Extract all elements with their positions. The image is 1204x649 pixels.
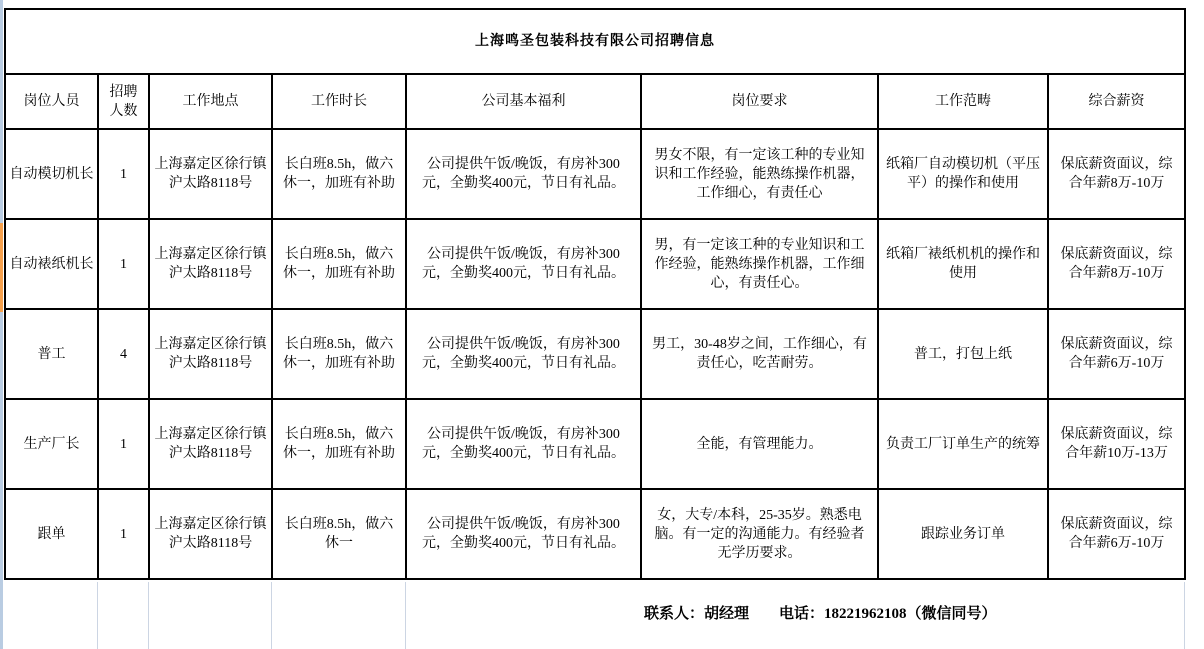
benefits-cell[interactable]: 公司提供午饭/晚饭，有房补300元，全勤奖400元，节日有礼品。 [406, 309, 641, 399]
salary-cell[interactable]: 保底薪资面议，综合年薪10万-13万 [1048, 399, 1185, 489]
position-cell[interactable]: 跟单 [5, 489, 98, 579]
salary-cell[interactable]: 保底薪资面议，综合年薪8万-10万 [1048, 219, 1185, 309]
scope-cell[interactable]: 跟踪业务订单 [878, 489, 1048, 579]
location-cell[interactable]: 上海嘉定区徐行镇沪太路8118号 [149, 309, 272, 399]
header-location[interactable]: 工作地点 [149, 74, 272, 129]
work-hours-cell[interactable]: 长白班8.5h，做六休一，加班有补助 [272, 399, 406, 489]
position-cell[interactable]: 自动模切机长 [5, 129, 98, 219]
location-cell[interactable]: 上海嘉定区徐行镇沪太路8118号 [149, 399, 272, 489]
salary-cell[interactable]: 保底薪资面议，综合年薪6万-10万 [1048, 489, 1185, 579]
requirements-cell[interactable]: 男工，30-48岁之间，工作细心，有责任心，吃苦耐劳。 [641, 309, 878, 399]
sheet-edge-line [0, 0, 3, 649]
header-requirements[interactable]: 岗位要求 [641, 74, 878, 129]
header-scope[interactable]: 工作范畴 [878, 74, 1048, 129]
table-body [5, 9, 1185, 579]
location-cell[interactable]: 上海嘉定区徐行镇沪太路8118号 [149, 219, 272, 309]
work-hours-cell[interactable]: 长白班8.5h，做六休一，加班有补助 [272, 129, 406, 219]
table-row [5, 219, 1185, 309]
faint-gridline [1184, 582, 1185, 649]
location-cell[interactable]: 上海嘉定区徐行镇沪太路8118号 [149, 489, 272, 579]
header-position[interactable]: 岗位人员 [5, 74, 98, 129]
sheet-edge-highlight [0, 223, 3, 312]
scope-cell[interactable]: 普工，打包上纸 [878, 309, 1048, 399]
header-salary[interactable]: 综合薪资 [1048, 74, 1185, 129]
header-benefits[interactable]: 公司基本福利 [406, 74, 641, 129]
scope-cell[interactable]: 负责工厂订单生产的统筹 [878, 399, 1048, 489]
table-row [5, 399, 1185, 489]
benefits-cell[interactable]: 公司提供午饭/晚饭，有房补300元，全勤奖400元，节日有礼品。 [406, 489, 641, 579]
table-row [5, 309, 1185, 399]
faint-gridline [148, 582, 149, 649]
headcount-cell[interactable]: 1 [98, 219, 149, 309]
work-hours-cell[interactable]: 长白班8.5h，做六休一，加班有补助 [272, 309, 406, 399]
table-header-row [5, 74, 1185, 129]
position-cell[interactable]: 生产厂长 [5, 399, 98, 489]
headcount-cell[interactable]: 4 [98, 309, 149, 399]
headcount-cell[interactable]: 1 [98, 489, 149, 579]
table-row [5, 489, 1185, 579]
headcount-cell[interactable]: 1 [98, 399, 149, 489]
salary-cell[interactable]: 保底薪资面议，综合年薪6万-10万 [1048, 309, 1185, 399]
scope-cell[interactable]: 纸箱厂自动模切机（平压平）的操作和使用 [878, 129, 1048, 219]
location-cell[interactable]: 上海嘉定区徐行镇沪太路8118号 [149, 129, 272, 219]
requirements-cell[interactable]: 全能，有管理能力。 [641, 399, 878, 489]
header-headcount[interactable]: 招聘人数 [98, 74, 149, 129]
faint-gridline [405, 582, 406, 649]
salary-cell[interactable]: 保底薪资面议，综合年薪8万-10万 [1048, 129, 1185, 219]
title-row [5, 9, 1185, 74]
headcount-cell[interactable]: 1 [98, 129, 149, 219]
work-hours-cell[interactable]: 长白班8.5h，做六休一，加班有补助 [272, 219, 406, 309]
page-title[interactable]: 上海鸣圣包装科技有限公司招聘信息 [5, 9, 1185, 74]
requirements-cell[interactable]: 女，大专/本科，25-35岁。熟悉电脑。有一定的沟通能力。有经验者无学历要求。 [641, 489, 878, 579]
header-work-hours[interactable]: 工作时长 [272, 74, 406, 129]
work-hours-cell[interactable]: 长白班8.5h，做六休一 [272, 489, 406, 579]
recruitment-table [4, 8, 1186, 580]
scope-cell[interactable]: 纸箱厂裱纸机机的操作和使用 [878, 219, 1048, 309]
contact-info[interactable]: 联系人：胡经理 电话：18221962108（微信同号） [644, 605, 997, 622]
position-cell[interactable]: 自动裱纸机长 [5, 219, 98, 309]
benefits-cell[interactable]: 公司提供午饭/晚饭，有房补300元，全勤奖400元，节日有礼品。 [406, 219, 641, 309]
benefits-cell[interactable]: 公司提供午饭/晚饭，有房补300元，全勤奖400元，节日有礼品。 [406, 399, 641, 489]
faint-gridline [97, 582, 98, 649]
requirements-cell[interactable]: 男，有一定该工种的专业知识和工作经验，能熟练操作机器，工作细心，有责任心。 [641, 219, 878, 309]
requirements-cell[interactable]: 男女不限，有一定该工种的专业知识和工作经验，能熟练操作机器，工作细心，有责任心 [641, 129, 878, 219]
table-row [5, 129, 1185, 219]
position-cell[interactable]: 普工 [5, 309, 98, 399]
faint-gridline [271, 582, 272, 649]
benefits-cell[interactable]: 公司提供午饭/晚饭，有房补300元，全勤奖400元，节日有礼品。 [406, 129, 641, 219]
